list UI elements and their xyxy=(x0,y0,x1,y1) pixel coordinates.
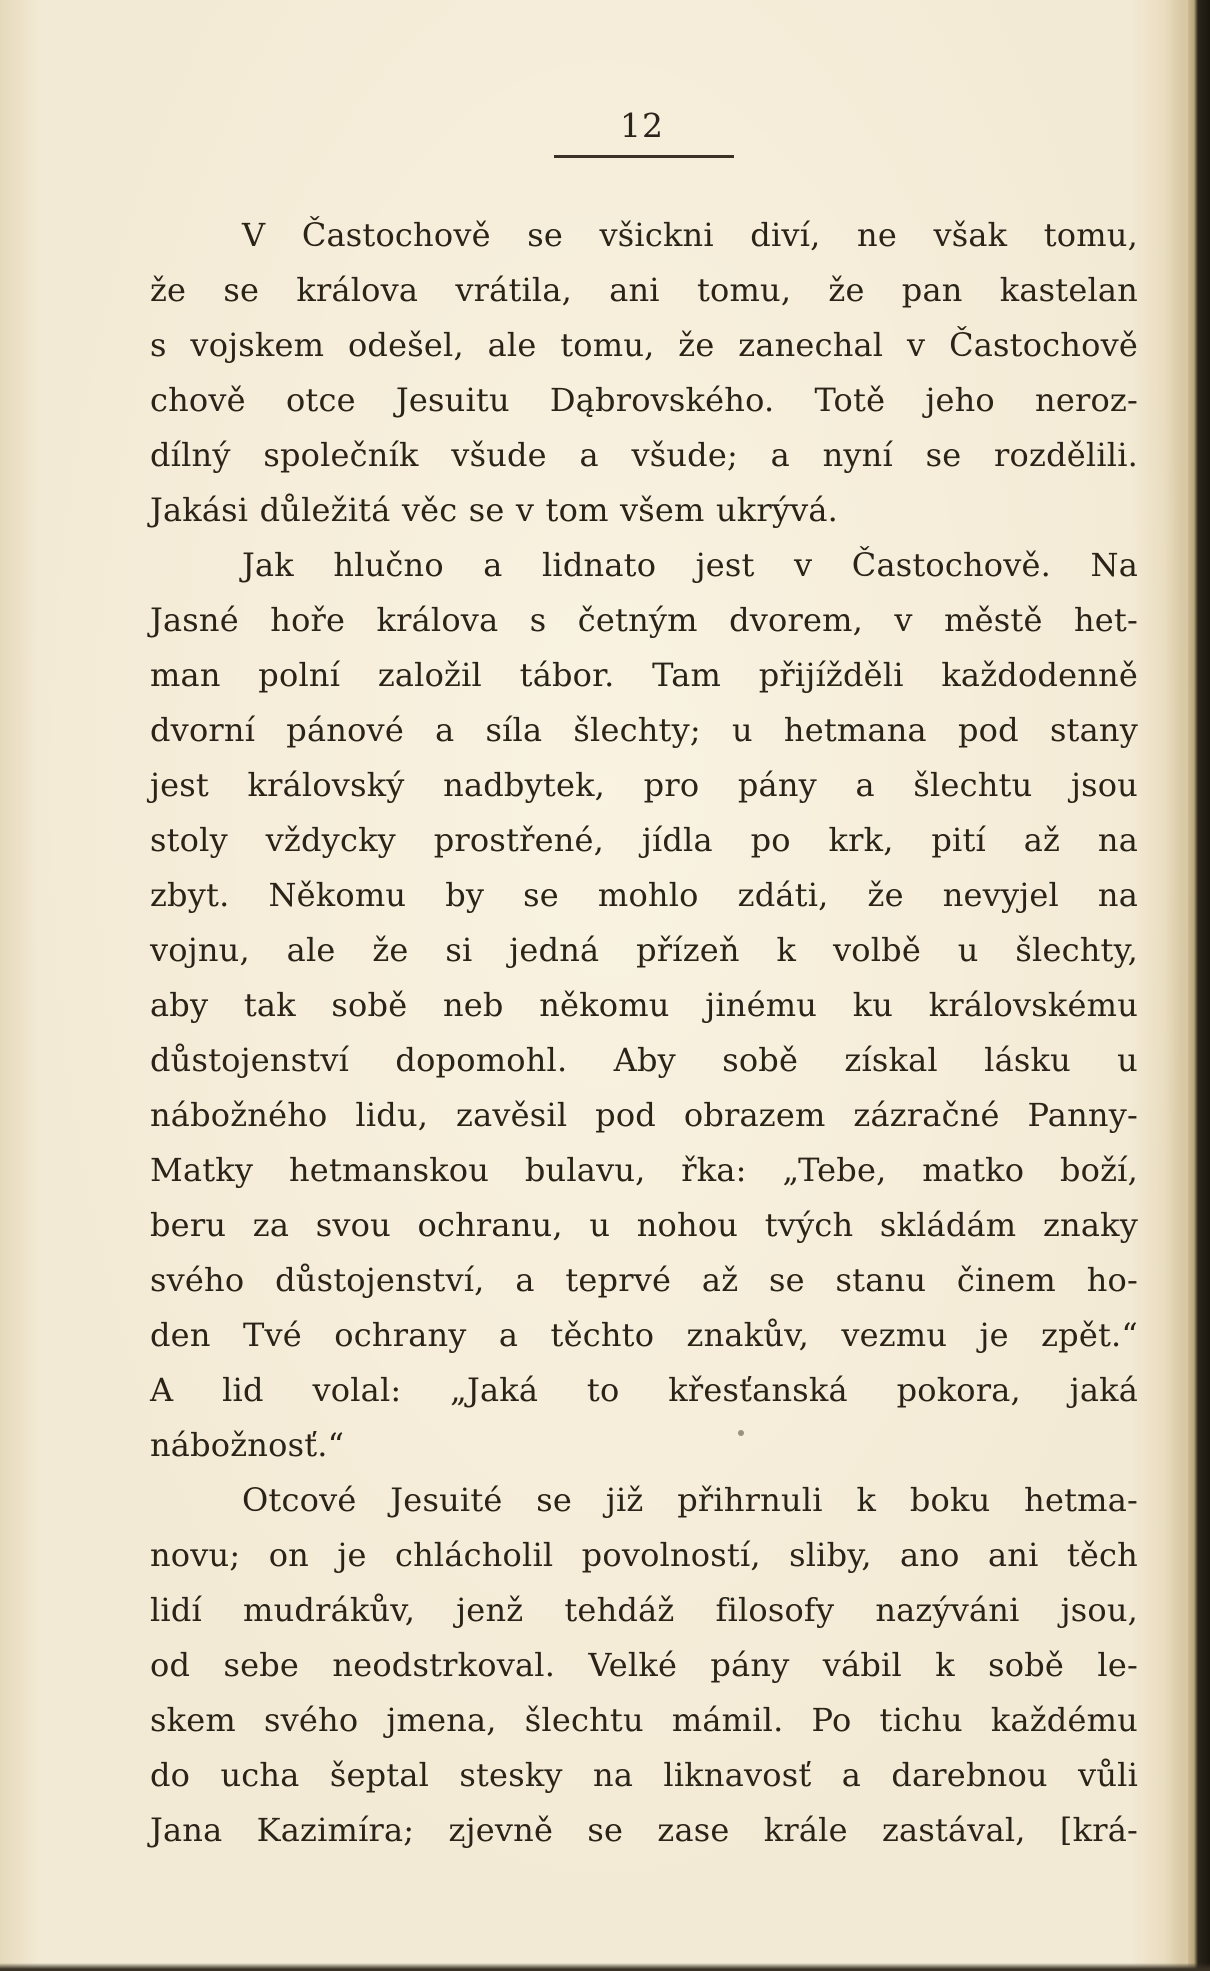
text-line: Jak hlučno a lidnato jest v Častochově. Na xyxy=(242,546,1138,584)
text-line: dvorní pánové a síla šlechty; u hetmana pod stany xyxy=(150,711,1138,749)
text-line: aby tak sobě neb někomu jinému ku královskému xyxy=(150,986,1138,1024)
text-line: vojnu, ale že si jedná přízeň k volbě u šlechty, xyxy=(150,931,1138,969)
page-bottom-edge xyxy=(0,1963,1210,1971)
text-line: Jana Kazimíra; zjevně se zase krále zastával, [krá- xyxy=(150,1811,1138,1849)
text-line: Jakási důležitá věc se v tom všem ukrývá. xyxy=(150,491,839,529)
text-line: man polní založil tábor. Tam přijížděli každodenně xyxy=(150,656,1138,694)
text-line: beru za svou ochranu, u nohou tvých skládám znaky xyxy=(150,1206,1138,1244)
text-line: V Častochově se všickni diví, ne však tomu, xyxy=(242,216,1138,254)
text-line: důstojenství dopomohl. Aby sobě získal lásku u xyxy=(150,1041,1138,1079)
text-line: jest královský nadbytek, pro pány a šlechtu jsou xyxy=(150,766,1138,804)
text-line: stoly vždycky prostřené, jídla po krk, pití až na xyxy=(150,821,1138,859)
text-line: do ucha šeptal stesky na liknavosť a darebnou vůli xyxy=(150,1756,1138,1794)
text-line: novu; on je chlácholil povolností, sliby, ano ani těch xyxy=(150,1536,1138,1574)
text-line: nábožnosť.“ xyxy=(150,1426,345,1464)
text-line: A lid volal: „Jaká to křesťanská pokora, jaká xyxy=(150,1371,1138,1409)
text-line: Otcové Jesuité se již přihrnuli k boku hetma- xyxy=(242,1481,1138,1519)
text-line: dílný společník všude a všude; a nyní se rozdělili. xyxy=(150,436,1138,474)
text-line: Jasné hoře králova s četným dvorem, v městě het- xyxy=(150,601,1138,639)
page-number-rule xyxy=(554,155,734,158)
text-line: s vojskem odešel, ale tomu, že zanechal v Častochově xyxy=(150,326,1138,364)
text-line: Matky hetmanskou bulavu, řka: „Tebe, matko boží, xyxy=(150,1151,1138,1189)
text-line: že se králova vrátila, ani tomu, že pan kastelan xyxy=(150,271,1138,309)
ink-speck xyxy=(738,1430,744,1436)
text-line: lidí mudrákův, jenž tehdáž filosofy nazýváni jsou, xyxy=(150,1591,1138,1629)
body-text xyxy=(150,208,1138,1858)
page-right-edge xyxy=(1188,0,1210,1971)
text-line: skem svého jmena, šlechtu mámil. Po tichu každému xyxy=(150,1701,1138,1739)
text-line: zbyt. Někomu by se mohlo zdáti, že nevyjel na xyxy=(150,876,1138,914)
page-number: 12 xyxy=(620,106,664,145)
text-line: den Tvé ochrany a těchto znakův, vezmu je zpět.“ xyxy=(150,1316,1138,1354)
text-line: chově otce Jesuitu Dąbrovského. Totě jeho neroz- xyxy=(150,381,1138,419)
text-line: svého důstojenství, a teprvé až se stanu činem ho- xyxy=(150,1261,1138,1299)
text-line: nábožného lidu, zavěsil pod obrazem zázračné Panny- xyxy=(150,1096,1138,1134)
text-line: od sebe neodstrkoval. Velké pány vábil k sobě le- xyxy=(150,1646,1138,1684)
